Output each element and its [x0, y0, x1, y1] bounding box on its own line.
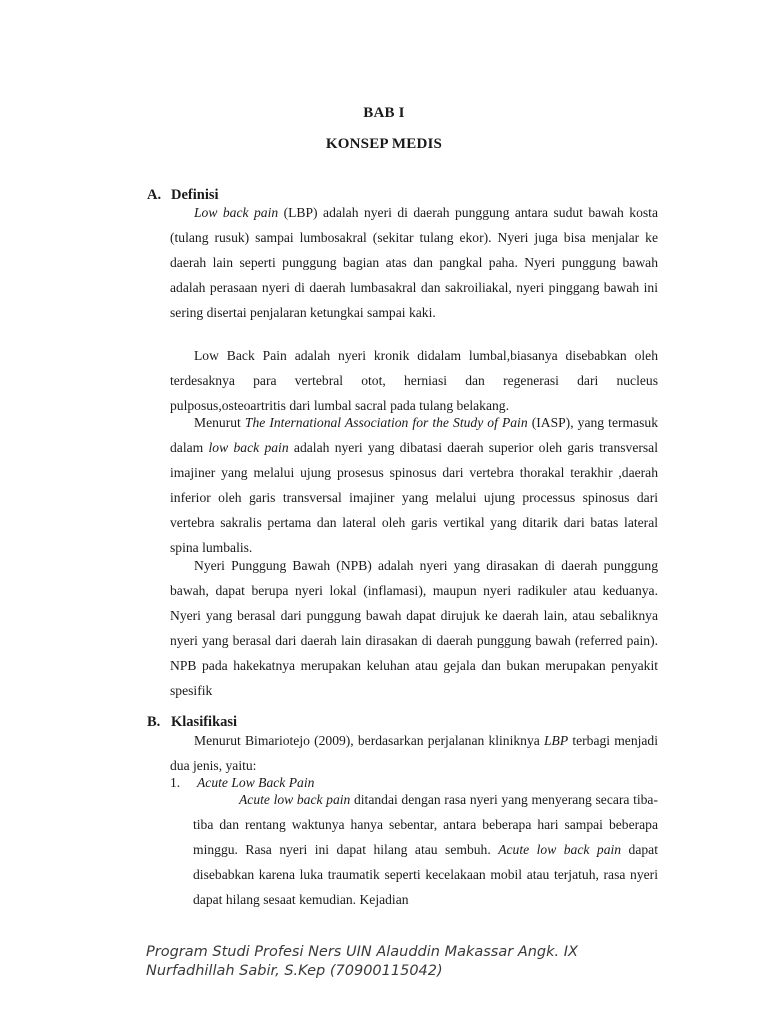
footer-author: Nurfadhillah Sabir, S.Kep (70900115042) — [146, 963, 443, 979]
definition-paragraph-2: Low Back Pain adalah nyeri kronik didalam lumbal,biasanya disebabkan oleh terdesaknya para vertebral otot, herniasi dan regenerasi dari nucleus pulposus,osteoartritis dari lumbal sacral pada tulang belakang. — [170, 348, 658, 413]
page-footer — [146, 943, 578, 981]
classification-paragraph: Menurut Bimariotejo (2009), berdasarkan perjalanan kliniknya LBP terbagi menjadi dua jenis, yaitu: — [170, 733, 659, 773]
list-item-acute: 1. Acute Low Back Pain — [170, 775, 315, 790]
section-b-marker: B. — [147, 714, 161, 730]
section-b-title: Klasifikasi — [171, 714, 238, 730]
chapter-label: BAB I — [363, 105, 405, 121]
section-a-marker: A. — [147, 187, 162, 203]
section-a-title: Definisi — [171, 187, 219, 203]
page-title: KONSEP MEDIS — [325, 136, 443, 152]
definition-paragraph-4: Nyeri Punggung Bawah (NPB) adalah nyeri yang dirasakan di daerah punggung bawah, dapat berupa nyeri lokal (inflamasi), maupun nyeri radikuler atau keduanya. Nyeri yang berasal dari punggung bawah dapat dirujuk ke daerah lain, atau sebaliknya nyeri yang berasal dari daerah lain dirasakan di daerah punggung bawah (referred pain). NPB pada hakekatnya merupakan keluhan atau gejala dan bukan merupakan penyakit spesifik — [170, 558, 658, 698]
acute-paragraph: Acute low back pain ditandai dengan rasa nyeri yang menyerang secara tiba-tiba dan rentang waktunya hanya sebentar, antara beberapa hari sampai beberapa minggu. Rasa nyeri ini dapat hilang atau sembuh. Acute low back pain dapat disebabkan karena luka traumatik seperti kecelakaan mobil atau terjatuh, rasa nyeri dapat hilang sesaat kemudian. Kejadian — [193, 792, 658, 907]
list-item-label: Acute Low Back Pain — [197, 775, 315, 790]
definition-paragraph-3: Menurut The International Association for the Study of Pain (IASP), yang termasuk dalam low back pain adalah nyeri yang dibatasi daerah superior oleh garis transversal imajiner yang melalui ujung prosesus spinosus dari vertebra thorakal terakhir ,daerah inferior oleh garis transversal imajiner yang melalui ujung processus spinosus dari vertebra sakralis pertama dan lateral oleh garis vertikal yang ditarik dari batas lateral spina lumbalis. — [170, 415, 659, 555]
term-lbp: Low back pain — [194, 205, 279, 220]
footer-program: Program Studi Profesi Ners UIN Alauddin Makassar Angk. IX — [146, 944, 578, 960]
definition-paragraph-1: Low back pain (LBP) adalah nyeri di daerah punggung antara sudut bawah kosta (tulang rusuk) sampai lumbosakral (sekitar tulang ekor). Nyeri juga bisa menjalar ke daerah lain seperti punggung bagian atas dan pangkal paha. Nyeri punggung bawah adalah perasaan nyeri di daerah lumbasakral dan sakroiliakal, nyeri pinggang bawah ini sering disertai penjalaran ketungkai sampai kaki. — [170, 205, 658, 320]
